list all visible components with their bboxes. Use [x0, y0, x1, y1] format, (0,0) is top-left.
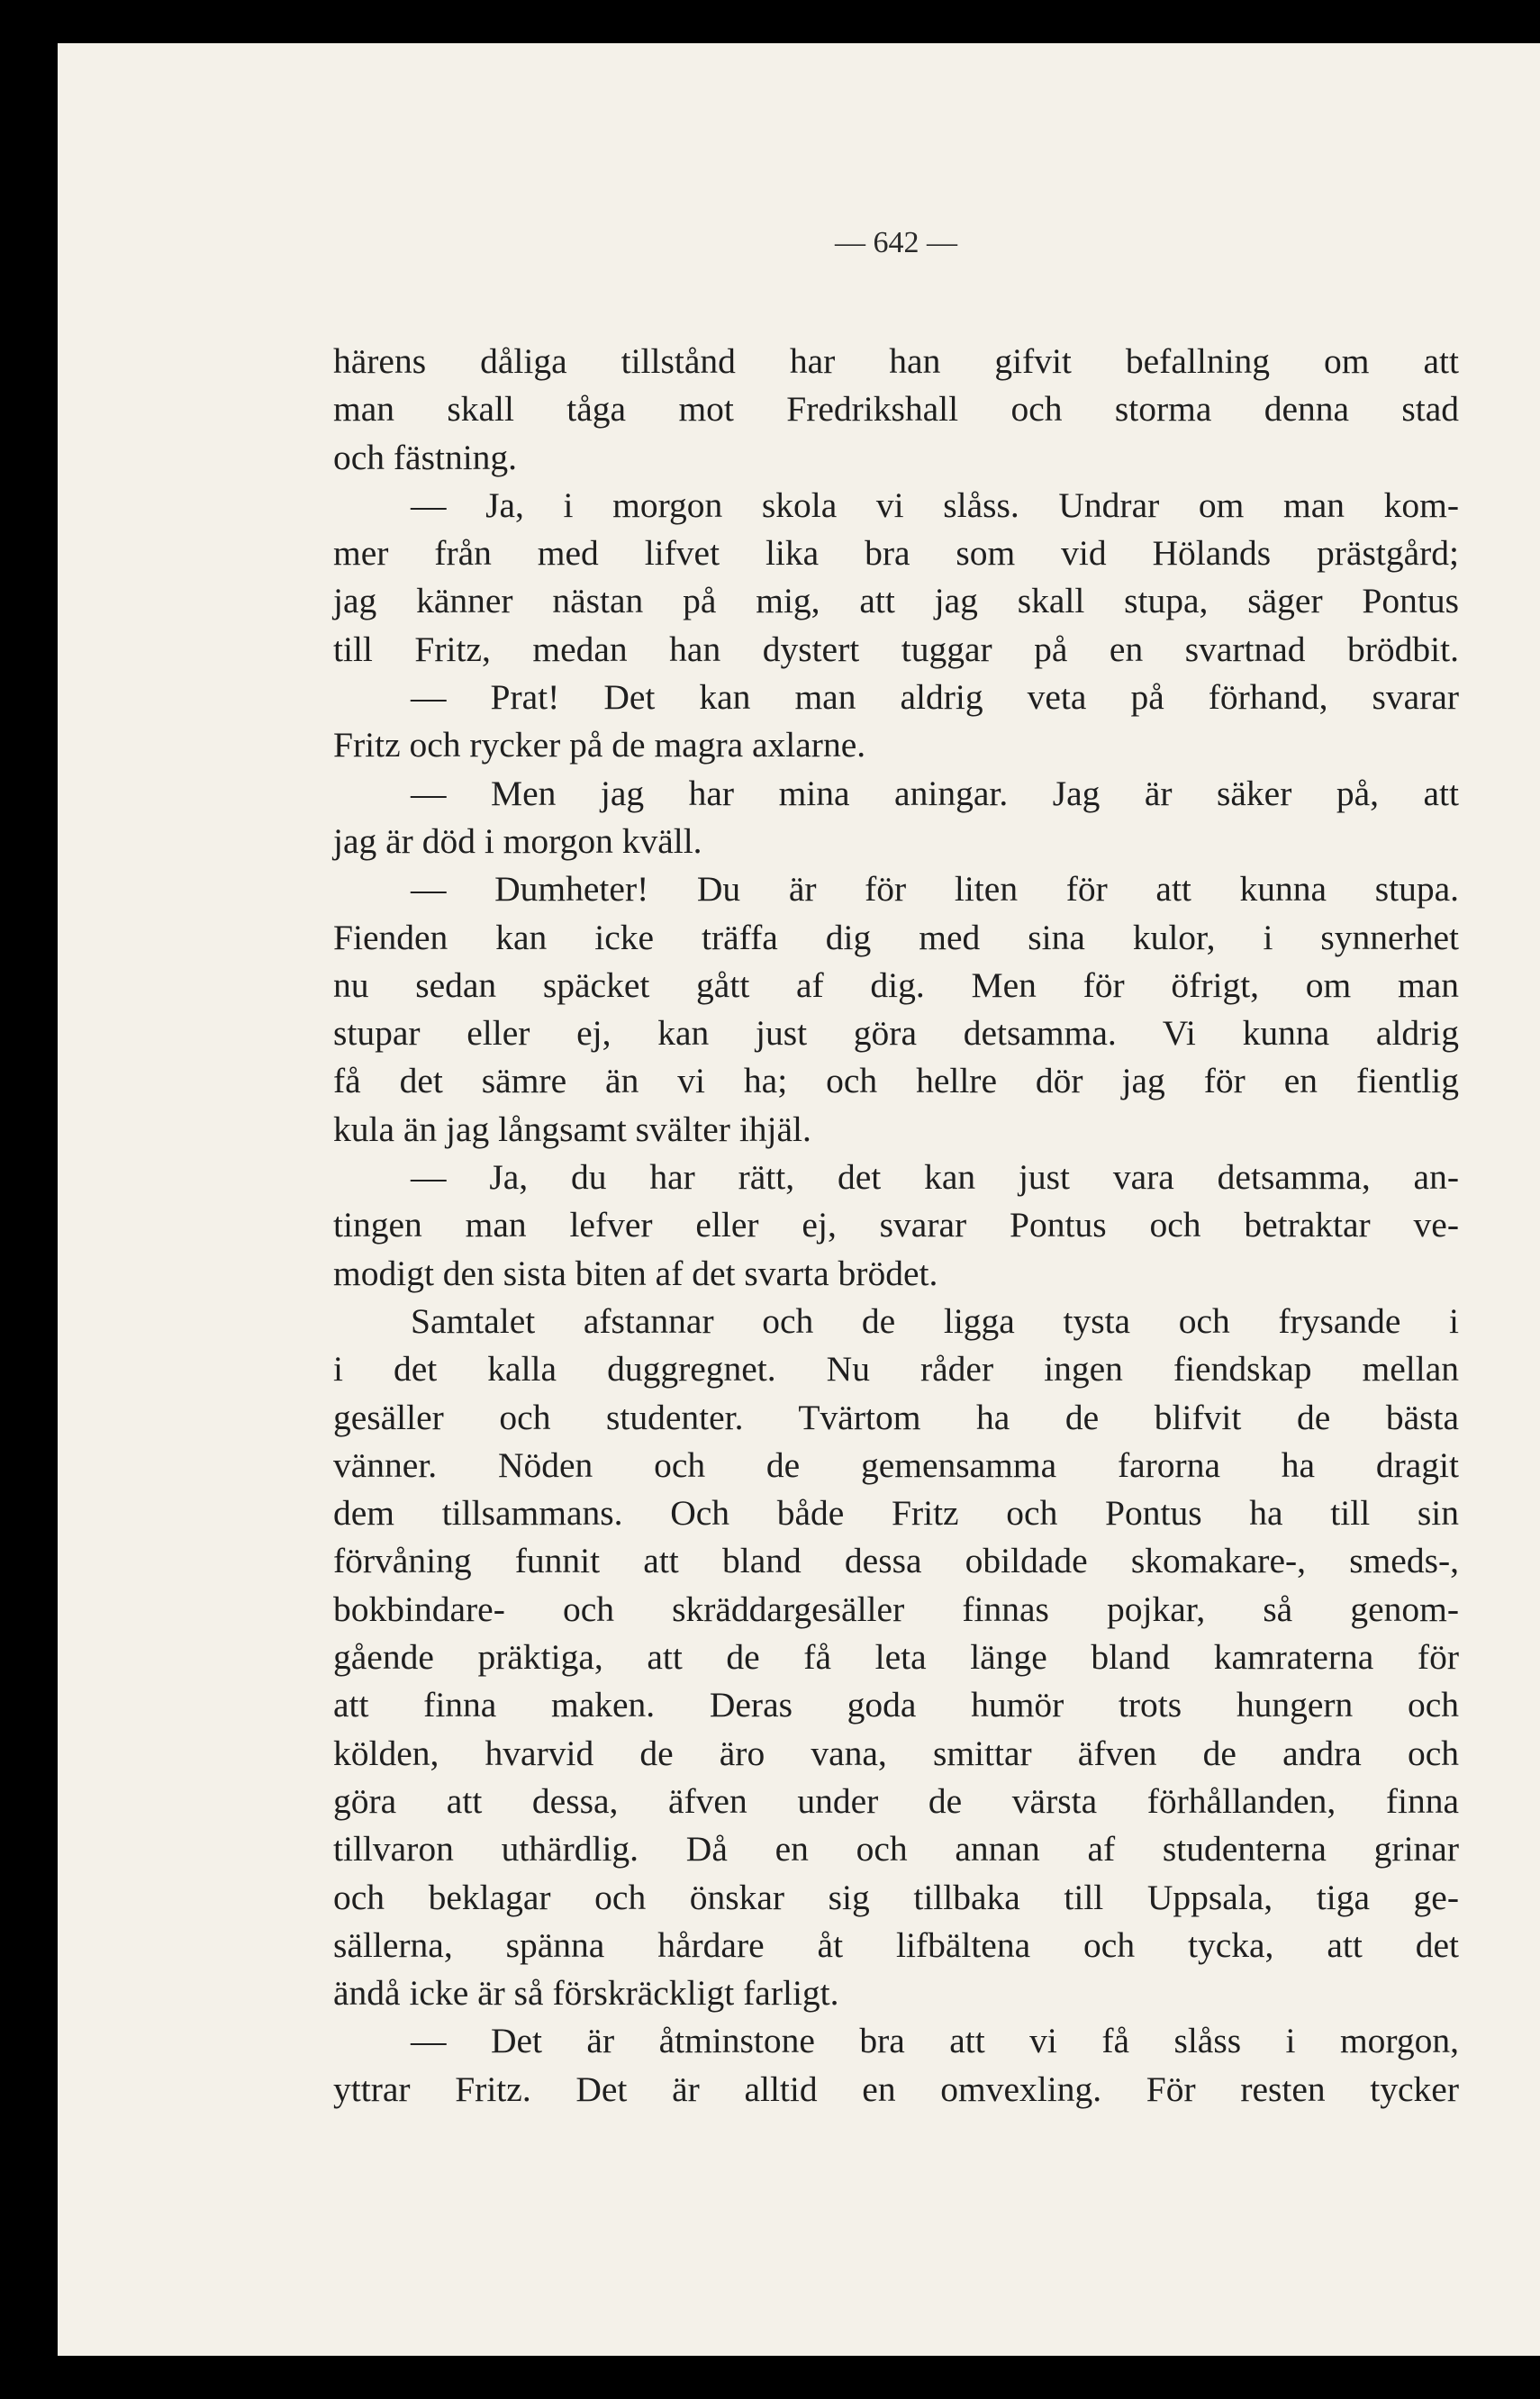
body-text	[333, 338, 1459, 2114]
text-line: bokbindare- och skräddargesäller finnas pojkar, så genom-	[333, 1589, 1459, 1629]
text-line: härens dåliga tillstånd har han gifvit befallning om att	[333, 341, 1459, 381]
text-line: tillvaron uthärdlig. Då en och annan af studenterna grinar	[333, 1829, 1459, 1869]
book-page	[58, 43, 1540, 2356]
text-line: mer från med lifvet lika bra som vid Hölands prästgård;	[333, 533, 1459, 574]
text-line: gesäller och studenter. Tvärtom ha de blifvit de bästa	[333, 1397, 1459, 1437]
text-line: Fritz och rycker på de magra axlarne.	[333, 725, 866, 765]
text-line: och fästning.	[333, 437, 518, 477]
text-line: jag känner nästan på mig, att jag skall stupa, säger Pontus	[333, 581, 1459, 621]
text-line: få det sämre än vi ha; och hellre dör jag för en fientlig	[333, 1061, 1459, 1101]
text-line: Fienden kan icke träffa dig med sina kulor, i synnerhet	[333, 917, 1459, 957]
text-line: — Prat! Det kan man aldrig veta på förhand, svarar	[411, 677, 1459, 718]
text-line: yttrar Fritz. Det är alltid en omvexling. För resten tycker	[333, 2069, 1459, 2109]
text-line: — Ja, du har rätt, det kan just vara detsamma, an-	[411, 1157, 1459, 1198]
text-line: gående präktiga, att de få leta länge bland kamraterna för	[333, 1637, 1459, 1678]
text-line: man skall tåga mot Fredrikshall och storma denna stad	[333, 389, 1459, 430]
text-line: till Fritz, medan han dystert tuggar på en svartnad brödbit.	[333, 629, 1459, 669]
text-line: — Ja, i morgon skola vi slåss. Undrar om man kom-	[411, 484, 1459, 525]
text-line: att finna maken. Deras goda humör trots hungern och	[333, 1685, 1459, 1725]
text-line: — Det är åtminstone bra att vi få slåss i morgon,	[411, 2021, 1459, 2061]
text-line: vänner. Nöden och de gemensamma farorna ha dragit	[333, 1444, 1459, 1485]
text-line: tingen man lefver eller ej, svarar Pontus och betraktar ve-	[333, 1205, 1459, 1245]
text-line: Samtalet afstannar och de ligga tysta och frysande i	[411, 1300, 1459, 1341]
page-number: — 642 —	[835, 226, 957, 259]
text-line: förvåning funnit att bland dessa obildade skomakare-, smeds-,	[333, 1541, 1459, 1581]
text-line: sällerna, spänna hårdare åt lifbältena och tycka, att det	[333, 1924, 1459, 1965]
text-line: kula än jag långsamt svälter ihjäl.	[333, 1109, 811, 1149]
text-line: stupar eller ej, kan just göra detsamma. Vi kunna aldrig	[333, 1013, 1459, 1054]
text-line: — Men jag har mina aningar. Jag är säker på, att	[411, 773, 1459, 813]
text-line: och beklagar och önskar sig tillbaka till Uppsala, tiga ge-	[333, 1877, 1459, 1917]
text-line: nu sedan späcket gått af dig. Men för öfrigt, om man	[333, 964, 1459, 1005]
text-line: ändå icke är så förskräckligt farligt.	[333, 1973, 839, 2014]
text-line: kölden, hvarvid de äro vana, smittar äfven de andra och	[333, 1733, 1459, 1773]
text-line: göra att dessa, äfven under de värsta förhållanden, finna	[333, 1780, 1459, 1821]
text-line: — Dumheter! Du är för liten för att kunna stupa.	[411, 869, 1459, 910]
text-line: jag är död i morgon kväll.	[333, 820, 702, 861]
text-line: i det kalla duggregnet. Nu råder ingen fiendskap mellan	[333, 1349, 1459, 1390]
text-line: modigt den sista biten af det svarta brödet.	[333, 1253, 938, 1293]
text-line: dem tillsammans. Och både Fritz och Pontus ha till sin	[333, 1493, 1459, 1534]
